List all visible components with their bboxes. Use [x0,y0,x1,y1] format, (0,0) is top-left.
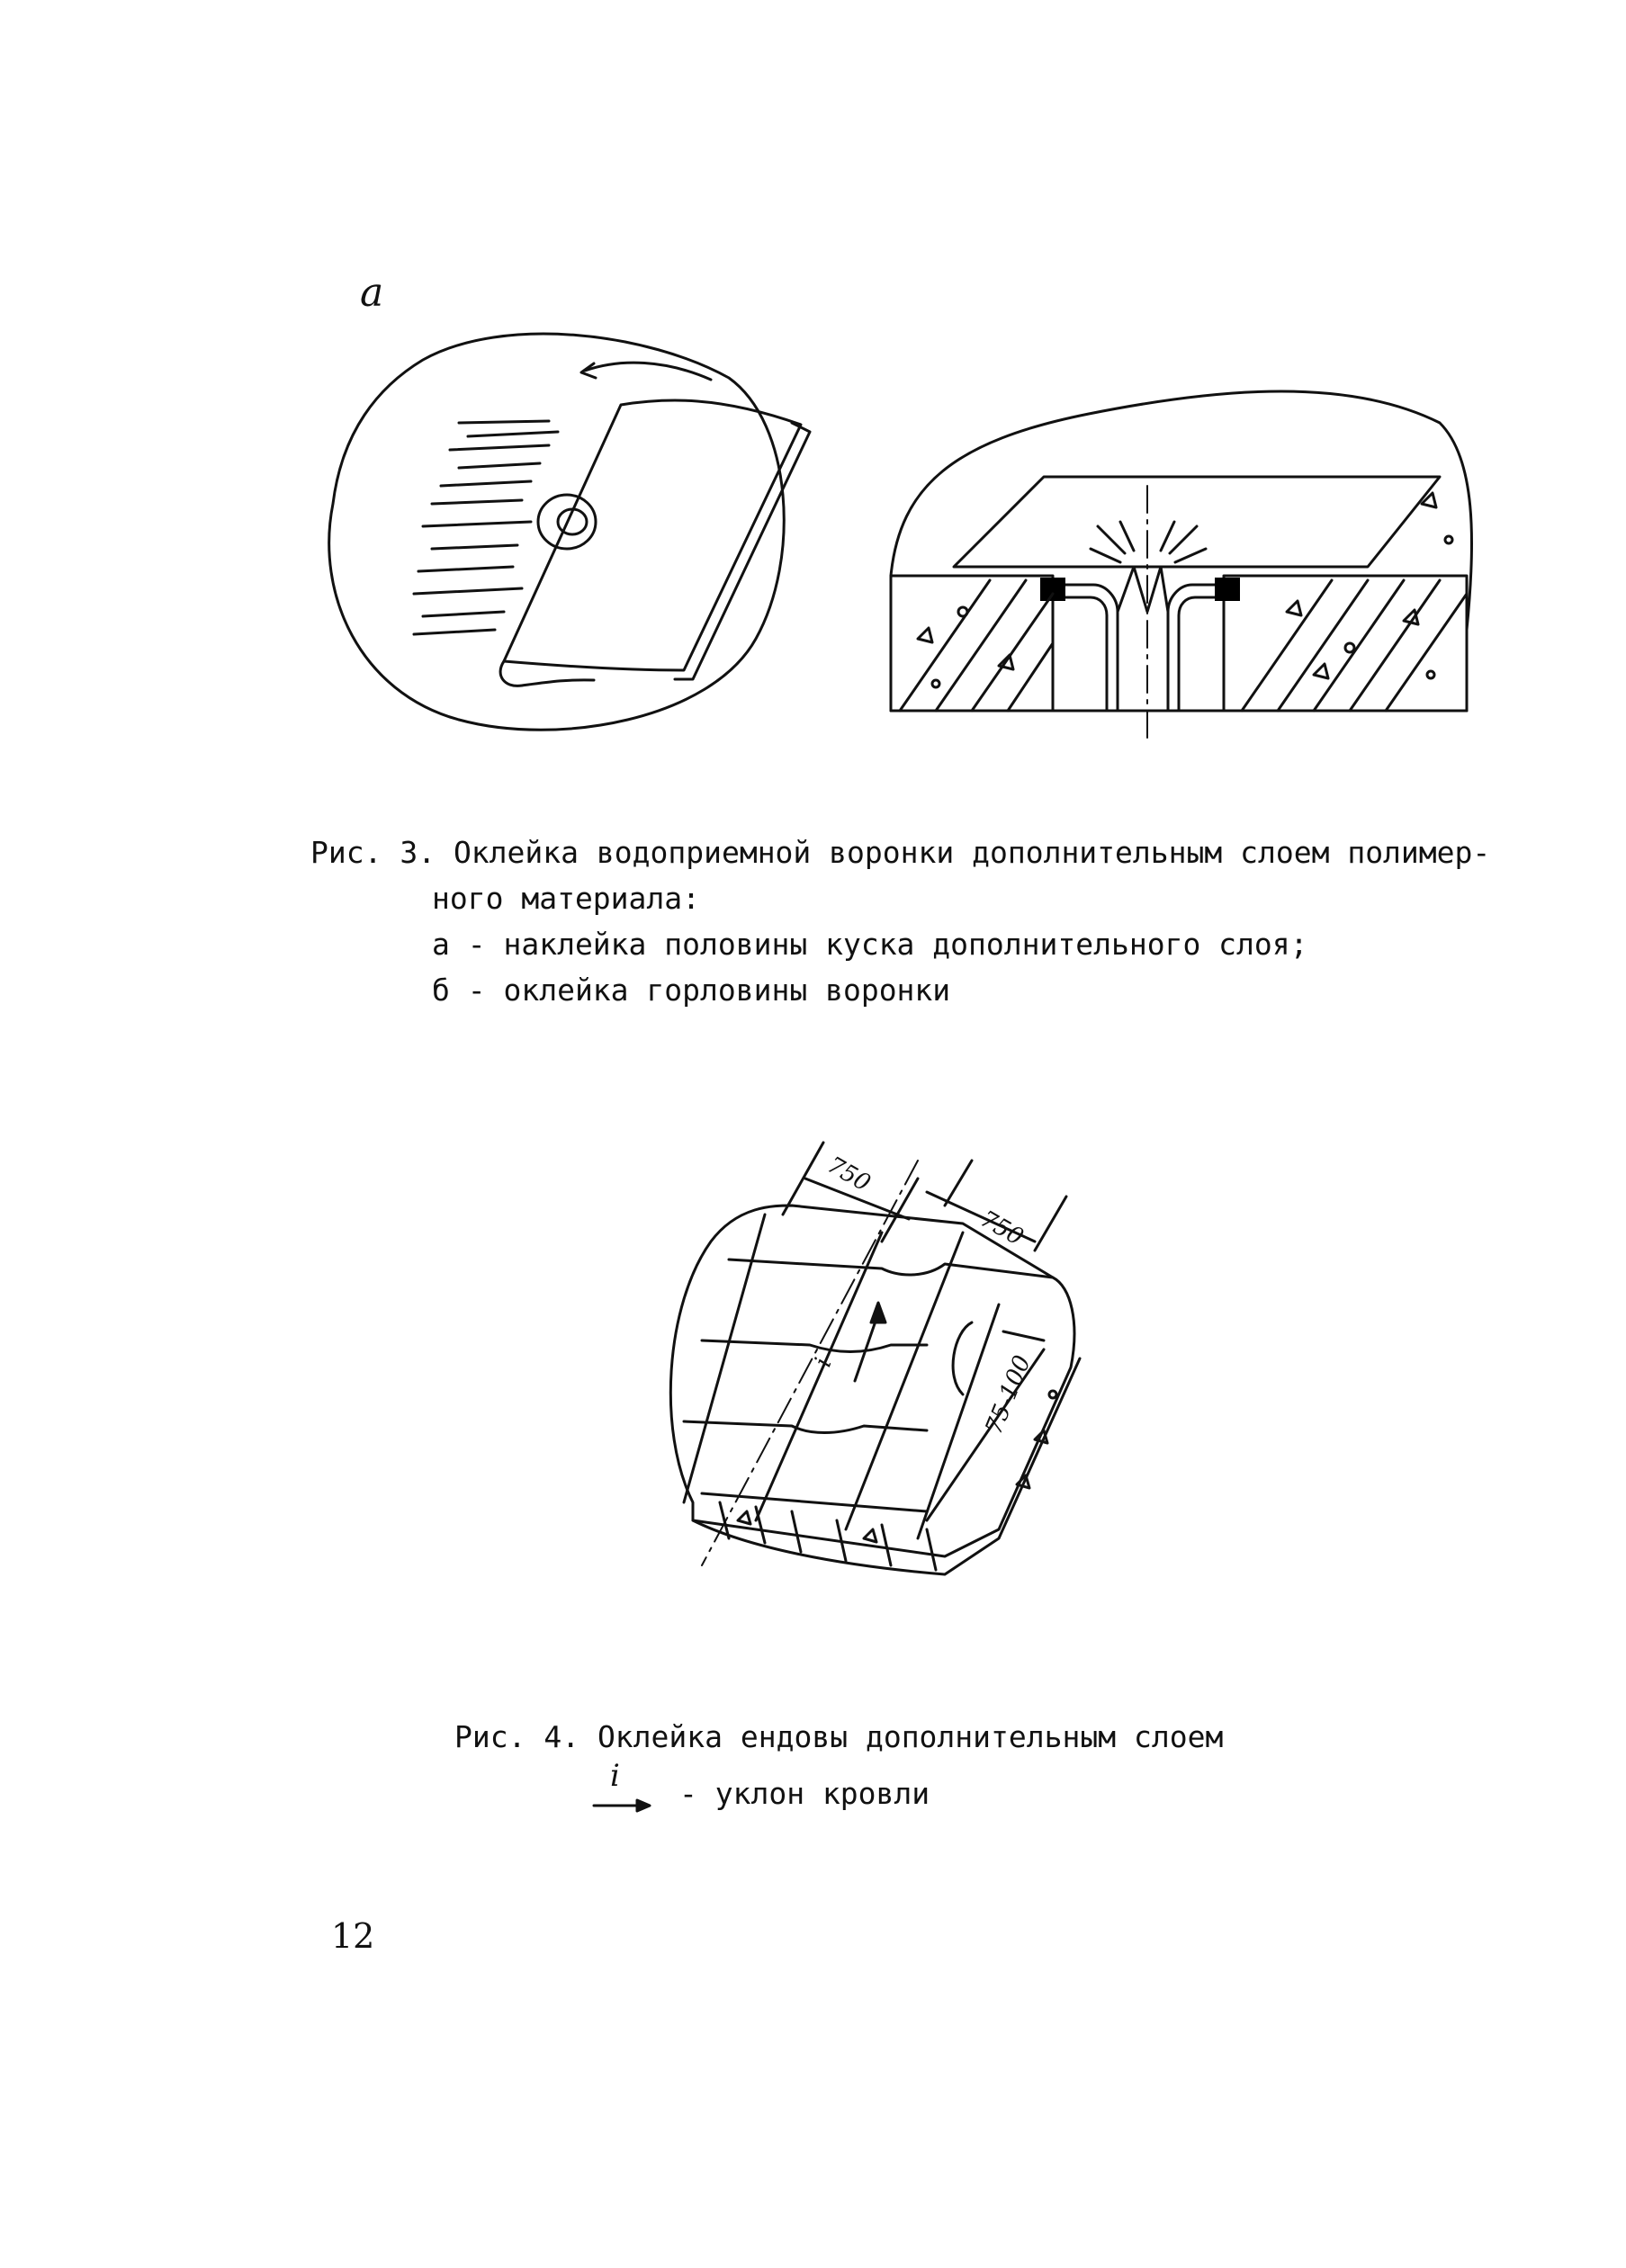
dimension-label-750-b: 750 [975,1206,1029,1251]
grid-lines [684,1215,1053,1538]
slope-arrow-head [871,1303,885,1322]
clamp-left [1040,578,1065,601]
figure-3b-drawing [882,342,1476,756]
sheet-edge [675,423,810,679]
figure-3-caption-line3: а - наклейка половины куска дополнительного слоя; [432,927,1308,962]
figure-3a-drawing [324,324,810,756]
funnel-lip [1118,567,1168,612]
rotation-arrow-icon [585,363,711,380]
clamp-right [1215,578,1240,601]
legend-slope-symbol: i [610,1758,620,1794]
funnel-wall-left-in [1062,597,1107,711]
figure-3-caption-line1: Рис. 3. Оклейка водоприемной воронки дополнительным слоем полимер- [310,835,1491,870]
figure-3-caption-line2: ного материала: [432,881,701,916]
valley-axis [702,1161,918,1565]
slab-hatching [900,580,1467,711]
slope-legend [590,1759,653,1822]
slope-symbol-label: i [809,1354,838,1371]
sheet-outline [504,400,801,670]
dimension-label-750-a: 750 [822,1152,876,1197]
funnel-wall-right [1168,585,1224,711]
section-outline [891,391,1472,711]
figure-3-sublabel-a: a [360,270,384,316]
figure-4-caption-line1: Рис. 4. Оклейка ендовы дополнительным слоем [454,1719,1224,1754]
figure-4-drawing [657,1143,1107,1592]
figure-3-caption-line4: б - оклейка горловины воронки [432,973,951,1008]
blob-outline [329,334,785,730]
funnel-wall-right-in [1179,597,1215,711]
page-number: 12 [331,1916,375,1956]
arrow-right-icon [590,1759,653,1822]
dimension-label-75-100: 75-100 [980,1351,1037,1439]
figure-4-legend-text: - уклон кровли [679,1776,930,1811]
hatch-strokes [414,421,558,634]
